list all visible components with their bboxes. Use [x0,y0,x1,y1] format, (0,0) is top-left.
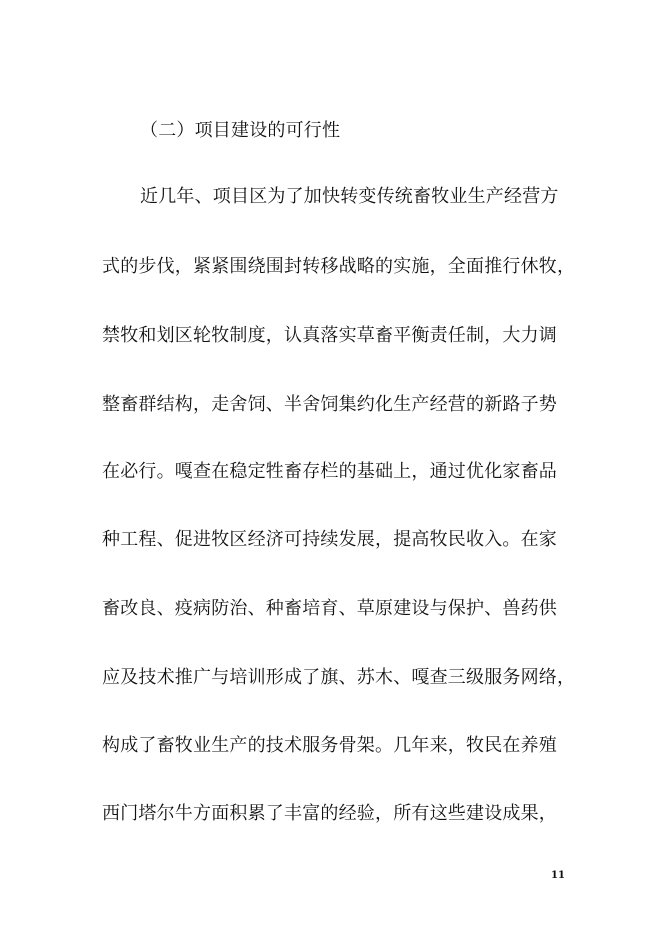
paragraph-line: 式的步伐，紧紧围绕围封转移战略的实施，全面推行休牧， [102,256,576,277]
page-number: 11 [551,870,565,881]
paragraph-line: 应及技术推广与培训形成了旗、苏木、嘎查三级服务网络， [102,667,576,688]
paragraph-line: 在必行。嘎查在稳定牲畜存栏的基础上，通过优化家畜品 [102,461,557,482]
paragraph-line: 禁牧和划区轮牧制度，认真落实草畜平衡责任制，大力调 [102,325,557,346]
paragraph-line: 构成了畜牧业生产的技术服务骨架。几年来，牧民在养殖 [102,735,557,756]
paragraph-line: 畜改良、疫病防治、种畜培育、草原建设与保护、兽药供 [102,598,557,619]
paragraph-line: 西门塔尔牛方面积累了丰富的经验，所有这些建设成果， [102,803,557,824]
paragraph-line: 整畜群结构，走舍饲、半舍饲集约化生产经营的新路子势 [102,394,557,415]
paragraph-line: 近几年、项目区为了加快转变传统畜牧业生产经营方 [140,186,559,207]
section-heading: （二）项目建设的可行性 [140,120,341,141]
paragraph-line: 种工程、促进牧区经济可持续发展，提高牧民收入。在家 [102,529,557,550]
